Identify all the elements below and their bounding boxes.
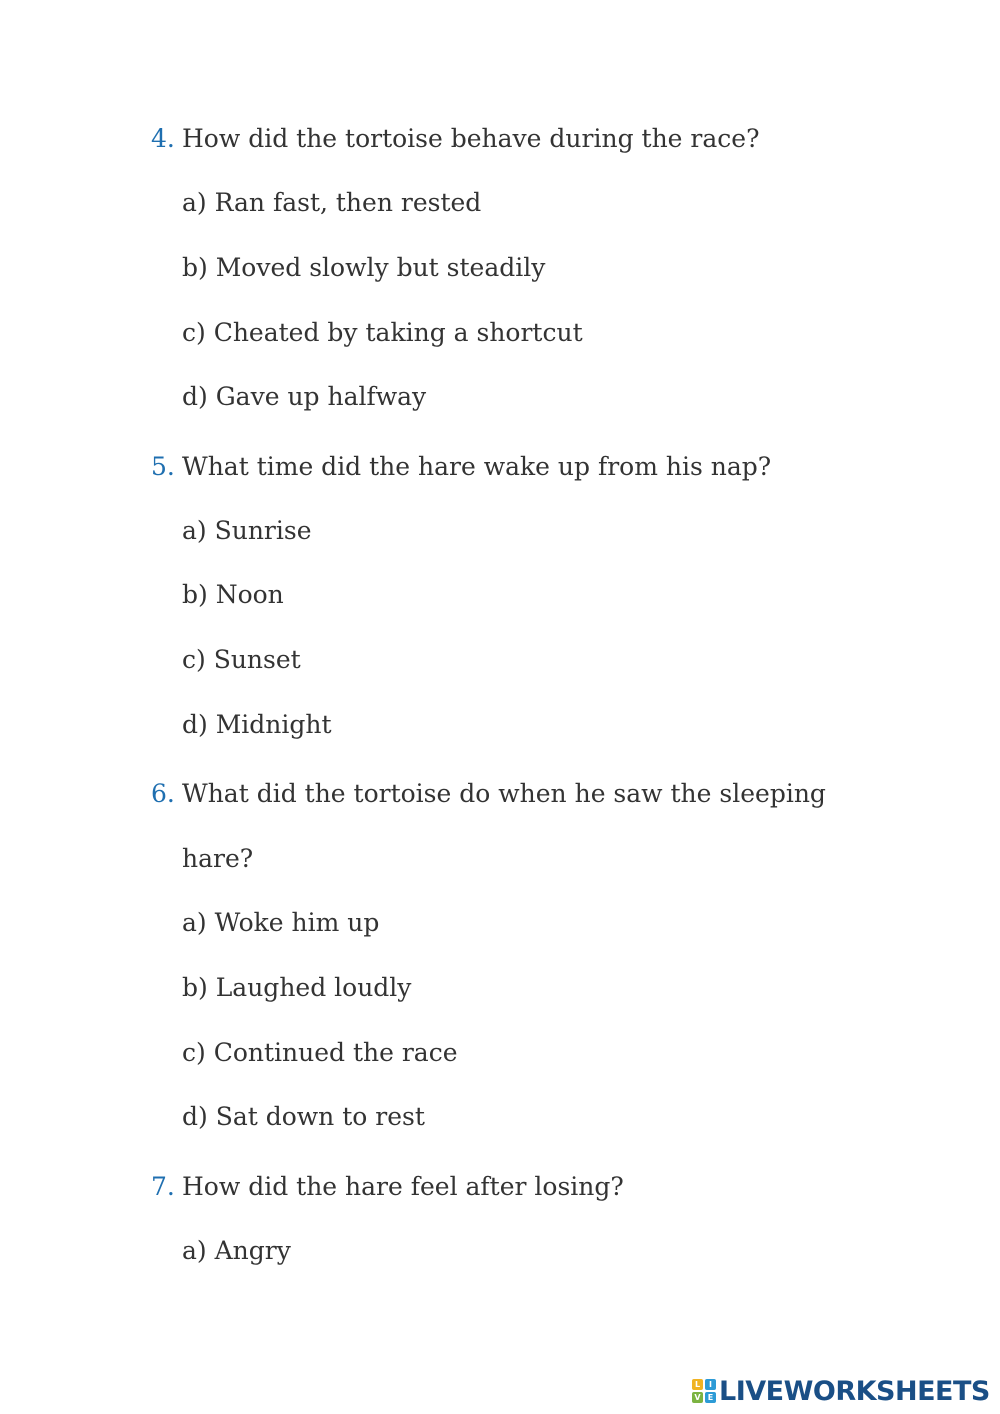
question-6-option-b[interactable]: b) Laughed loudly bbox=[182, 973, 412, 1002]
logo-letter-e: E bbox=[705, 1392, 716, 1403]
brand-name: LIVEWORKSHEETS bbox=[719, 1375, 990, 1407]
logo-letter-i: I bbox=[705, 1379, 716, 1390]
question-5-option-d[interactable]: d) Midnight bbox=[182, 710, 332, 739]
liveworksheets-logo[interactable] bbox=[692, 1374, 990, 1408]
question-4-option-a[interactable]: a) Ran fast, then rested bbox=[182, 188, 482, 217]
logo-grid-icon bbox=[692, 1379, 716, 1403]
question-4-option-c[interactable]: c) Cheated by taking a shortcut bbox=[182, 318, 583, 347]
question-6-option-d[interactable]: d) Sat down to rest bbox=[182, 1102, 425, 1131]
question-5-number: 5. bbox=[151, 452, 175, 481]
logo-letter-v: V bbox=[692, 1392, 703, 1403]
question-4-text: How did the tortoise behave during the race? bbox=[182, 124, 760, 153]
question-6-number: 6. bbox=[151, 779, 175, 808]
question-7-option-a[interactable]: a) Angry bbox=[182, 1236, 291, 1265]
question-6-option-a[interactable]: a) Woke him up bbox=[182, 908, 380, 937]
question-5-option-a[interactable]: a) Sunrise bbox=[182, 516, 312, 545]
question-6-option-c[interactable]: c) Continued the race bbox=[182, 1038, 458, 1067]
question-6-text: What did the tortoise do when he saw the sleeping bbox=[182, 779, 826, 808]
logo-letter-l: L bbox=[692, 1379, 703, 1390]
question-5-text: What time did the hare wake up from his nap? bbox=[182, 452, 772, 481]
question-4-option-d[interactable]: d) Gave up halfway bbox=[182, 382, 427, 411]
question-5-option-c[interactable]: c) Sunset bbox=[182, 645, 301, 674]
question-4-option-b[interactable]: b) Moved slowly but steadily bbox=[182, 253, 546, 282]
question-7-text: How did the hare feel after losing? bbox=[182, 1172, 624, 1201]
question-7-number: 7. bbox=[151, 1172, 175, 1201]
question-6-text-continued: hare? bbox=[182, 844, 254, 873]
question-5-option-b[interactable]: b) Noon bbox=[182, 580, 284, 609]
question-4-number: 4. bbox=[151, 124, 175, 153]
